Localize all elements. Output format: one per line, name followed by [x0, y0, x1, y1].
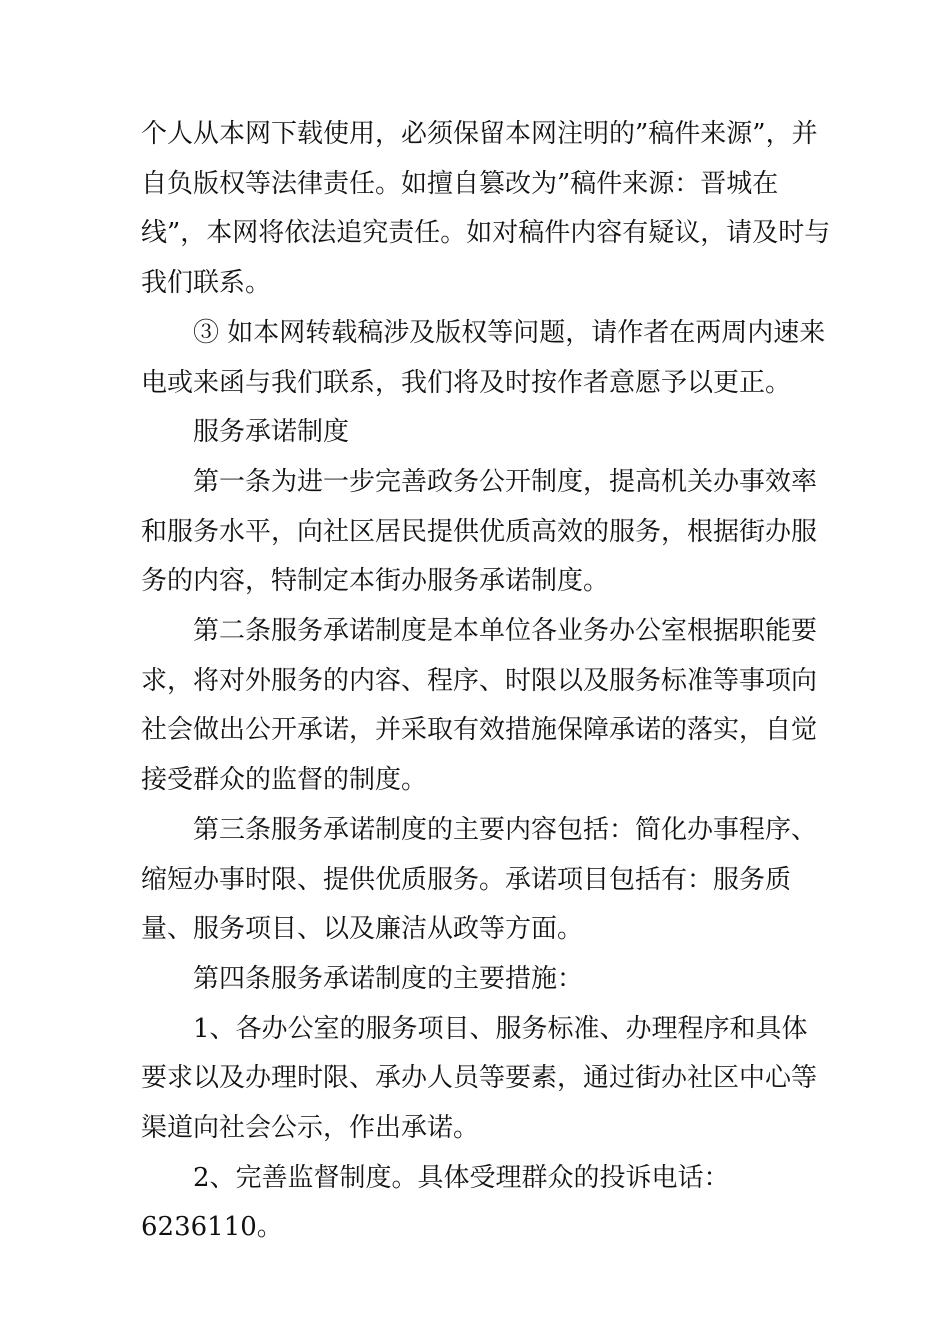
section-heading: 服务承诺制度 [193, 417, 350, 448]
measure-2: 2、完善监督制度。具体受理群众的投诉电话：6236110。 [141, 1162, 730, 1243]
paragraph-reprint-notice: ③ 如本网转载稿涉及版权等问题，请作者在两周内速来电或来函与我们联系，我们将及时按作者意愿予以更正。 [141, 317, 826, 398]
measure-1: 1、各办公室的服务项目、服务标准、办理程序和具体要求以及办理时限、承办人员等要素，通过街办社区中心等渠道向社会公示，作出承诺。 [141, 1013, 818, 1144]
article-3: 第三条服务承诺制度的主要内容包括：简化办事程序、缩短办事时限、提供优质服务。承诺项目包括有：服务质量、服务项目、以及廉洁从政等方面。 [141, 814, 818, 945]
article-2: 第二条服务承诺制度是本单位各业务办公室根据职能要求，将对外服务的内容、程序、时限以及服务标准等事项向社会做出公开承诺，并采取有效措施保障承诺的落实，自觉接受群众的监督的制度。 [141, 616, 818, 796]
article-4: 第四条服务承诺制度的主要措施： [193, 963, 584, 994]
document-body [141, 110, 831, 1253]
article-1: 第一条为进一步完善政务公开制度，提高机关办事效率和服务水平，向社区居民提供优质高效的服务，根据街办服务的内容，特制定本街办服务承诺制度。 [141, 466, 818, 597]
paragraph-copyright-notice: 个人从本网下载使用，必须保留本网注明的”稿件来源”，并自负版权等法律责任。如擅自篡改为”稿件来源：晋城在线”，本网将依法追究责任。如对稿件内容有疑议，请及时与我们联系。 [141, 119, 831, 299]
